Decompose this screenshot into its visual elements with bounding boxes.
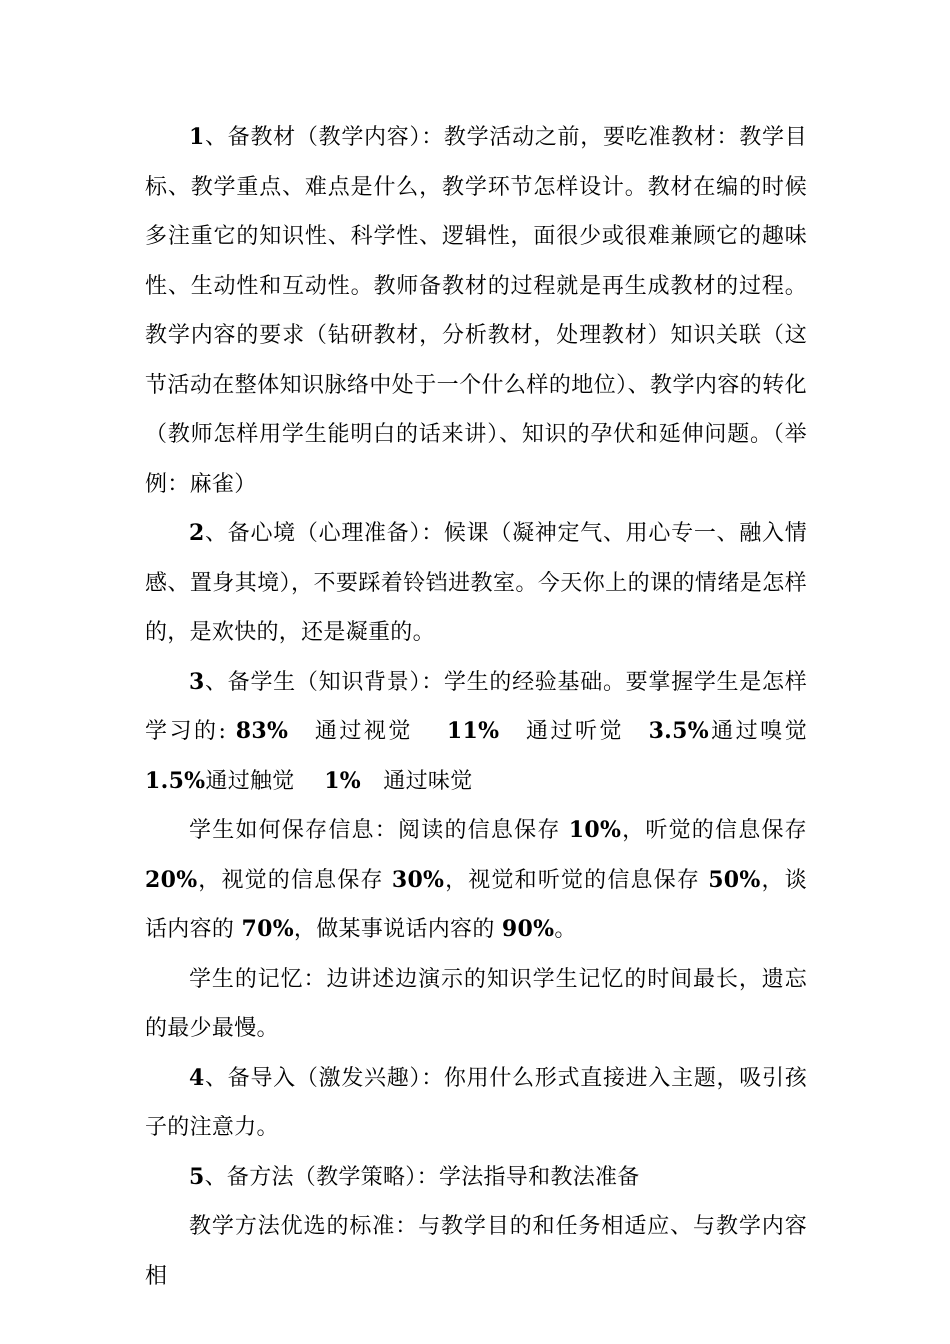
paragraph-prepare-textbook (145, 113, 807, 509)
paragraph-method-criteria (145, 1202, 807, 1301)
text-run: 通过听觉 (499, 719, 649, 744)
paragraph-student-memory (145, 955, 807, 1054)
bold-run: 11% (446, 718, 500, 744)
bold-run: 30% (391, 866, 445, 893)
text-run: 、备方法（教学策略）：学法指导和教法准备 (204, 1164, 640, 1190)
bold-run: 20% (145, 866, 198, 893)
text-run: 教学方法优选的标准：与教学目的和任务相适应、与教学内容相 (145, 1214, 807, 1289)
bold-run: 2 (189, 520, 205, 546)
bold-run: 70% (241, 916, 294, 942)
bold-run: 90% (501, 916, 555, 942)
text-run: 、备教材（教学内容）：教学活动之前，要吃准教材：教学目标、教学重点、难点是什么，教学环节怎样设计。教材在编的时候多注重它的知识性、科学性、逻辑性，面很少或很难兼顾它的趣味性、生动性和互动性。教师备教材的过程就是再生成教材的过程。教学内容的要求（钻研教材，分析教材，处理教材）知识关联（这节活动在整体知识脉络中处于一个什么样的地位）、教学内容的转化（教师怎样用学生能明白的话来讲）、知识的孕伏和延伸问题。（举例：麻雀） (145, 125, 807, 497)
text-run: 通过视觉 (288, 719, 447, 744)
text-run: 学生如何保存信息：阅读的信息保存 (189, 818, 569, 843)
bold-run: 4 (189, 1064, 205, 1091)
text-run: 通过嗅觉 (708, 719, 830, 744)
bold-run: 1.5% (145, 767, 206, 794)
bold-run: 83% (235, 718, 289, 744)
paragraph-prepare-methods (145, 1153, 807, 1203)
text-run: 学生的记忆：边讲述边演示的知识学生记忆的时间最长，遗忘的最少最慢。 (145, 966, 807, 1041)
paragraph-prepare-mindset (145, 509, 807, 658)
document-body (145, 113, 830, 1301)
text-run: 、备学生（知识背景）：学生的经验基础。要掌握学生是怎样学习的: (145, 669, 807, 744)
text-run: ，谈话内容的 (145, 867, 807, 942)
text-run: 通过味觉 (361, 768, 473, 794)
bold-run: 10% (568, 817, 622, 843)
text-run: ，视觉和听觉的信息保存 (444, 867, 709, 893)
text-run: 、备心境（心理准备）：候课（凝神定气、用心专一、融入情感、置身其境），不要踩着铃铛进教室。今天你上的课的情绪是怎样的，是欢快的，还是凝重的。 (145, 521, 807, 645)
text-run: 、备导入（激发兴趣）：你用什么形式直接进入主题，吸引孩子的注意力。 (145, 1065, 807, 1140)
text-run: 。 (554, 917, 577, 942)
bold-run: 50% (708, 866, 761, 893)
bold-run: 3 (189, 668, 205, 695)
paragraph-prepare-introduction (145, 1054, 807, 1153)
text-run: ，听觉的信息保存 (621, 818, 807, 843)
bold-run: 1% (324, 767, 361, 794)
text-run: ，视觉的信息保存 (197, 867, 392, 893)
bold-run: 1 (189, 124, 205, 150)
bold-run: 3.5% (648, 718, 709, 744)
paragraph-prepare-students (145, 658, 830, 807)
paragraph-information-retention (145, 806, 807, 955)
bold-run: 5 (189, 1163, 205, 1190)
text-run: 通过触觉 (205, 768, 325, 794)
text-run: ，做某事说话内容的 (293, 917, 502, 942)
